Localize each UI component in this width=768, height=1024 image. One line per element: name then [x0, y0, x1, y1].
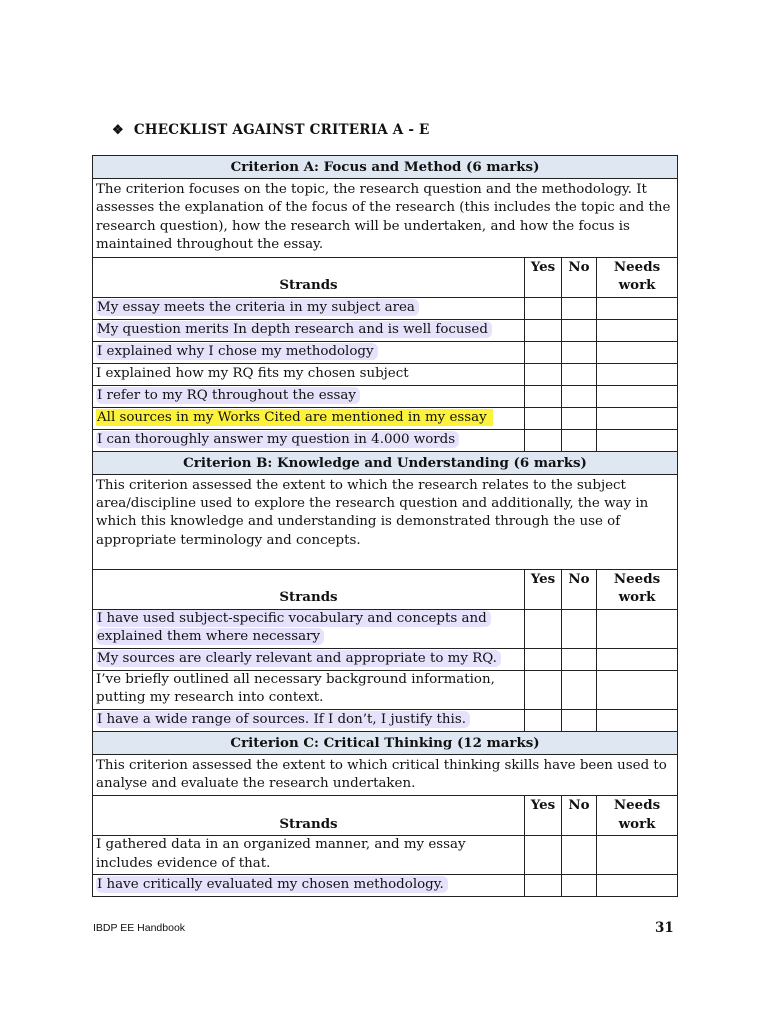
strand-text: I have a wide range of sources. If I don’t, I justify this. — [96, 711, 470, 728]
no-checkbox-cell[interactable] — [562, 341, 597, 363]
strand-text: I gathered data in an organized manner, and my essay includes evidence of that. — [96, 837, 466, 871]
strand-text: I have used subject-specific vocabulary and concepts and explained them where necessary — [96, 610, 491, 645]
needs-work-checkbox-cell[interactable] — [597, 709, 678, 731]
yes-checkbox-cell[interactable] — [525, 297, 562, 319]
yes-checkbox-cell[interactable] — [525, 429, 562, 451]
yes-header: Yes — [525, 257, 562, 297]
no-checkbox-cell[interactable] — [562, 670, 597, 709]
strand-text: My sources are clearly relevant and appropriate to my RQ. — [96, 650, 501, 667]
no-checkbox-cell[interactable] — [562, 319, 597, 341]
strand-text: I’ve briefly outlined all necessary background information, putting my research into context. — [96, 671, 495, 706]
needs-work-checkbox-cell[interactable] — [597, 363, 678, 385]
strand-text: I explained how my RQ fits my chosen subject — [96, 365, 409, 381]
needs-work-checkbox-cell[interactable] — [597, 407, 678, 429]
strand-cell — [93, 407, 525, 429]
criterion-a-title: Criterion A: Focus and Method (6 marks) — [93, 156, 678, 179]
yes-checkbox-cell[interactable] — [525, 385, 562, 407]
criterion-a-description: The criterion focuses on the topic, the research question and the methodology. It assesses the explanation of the focus of the research (this includes the topic and the research question), how the research will be undertaken, and how the focus is maintained throughout the essay. — [93, 179, 678, 258]
page-number: 31 — [655, 920, 674, 936]
strand-cell — [93, 609, 525, 648]
strand-cell — [93, 875, 525, 897]
needs-work-header: Needs work — [597, 796, 678, 836]
yes-checkbox-cell[interactable] — [525, 609, 562, 648]
criterion-b-description: This criterion assessed the extent to which the research relates to the subject area/discipline used to explore the research question and additionally, the way in which this knowledge and understanding is demonstrated through the use of appropriate terminology and concepts. — [93, 474, 678, 569]
strands-header: Strands — [93, 796, 525, 836]
no-checkbox-cell[interactable] — [562, 709, 597, 731]
no-checkbox-cell[interactable] — [562, 836, 597, 875]
yes-header: Yes — [525, 796, 562, 836]
strand-cell — [93, 429, 525, 451]
checklist-heading — [112, 122, 430, 138]
criterion-b-title: Criterion B: Knowledge and Understanding (6 marks) — [93, 451, 678, 474]
needs-work-header: Needs work — [597, 569, 678, 609]
strand-cell — [93, 385, 525, 407]
yes-checkbox-cell[interactable] — [525, 648, 562, 670]
needs-work-checkbox-cell[interactable] — [597, 429, 678, 451]
no-header: No — [562, 569, 597, 609]
needs-work-checkbox-cell[interactable] — [597, 385, 678, 407]
strand-text: I refer to my RQ throughout the essay — [96, 387, 360, 404]
needs-work-checkbox-cell[interactable] — [597, 319, 678, 341]
needs-work-checkbox-cell[interactable] — [597, 297, 678, 319]
no-checkbox-cell[interactable] — [562, 648, 597, 670]
yes-checkbox-cell[interactable] — [525, 875, 562, 897]
needs-work-checkbox-cell[interactable] — [597, 836, 678, 875]
needs-work-checkbox-cell[interactable] — [597, 609, 678, 648]
no-checkbox-cell[interactable] — [562, 363, 597, 385]
criteria-checklist-table — [92, 155, 678, 897]
needs-work-checkbox-cell[interactable] — [597, 648, 678, 670]
no-header: No — [562, 796, 597, 836]
strands-header: Strands — [93, 569, 525, 609]
needs-work-header: Needs work — [597, 257, 678, 297]
strand-text: I can thoroughly answer my question in 4.000 words — [96, 431, 459, 448]
yes-checkbox-cell[interactable] — [525, 670, 562, 709]
yes-checkbox-cell[interactable] — [525, 709, 562, 731]
no-checkbox-cell[interactable] — [562, 385, 597, 407]
strand-cell — [93, 648, 525, 670]
no-checkbox-cell[interactable] — [562, 407, 597, 429]
no-checkbox-cell[interactable] — [562, 429, 597, 451]
criterion-c-description: This criterion assessed the extent to which critical thinking skills have been used to analyse and evaluate the research undertaken. — [93, 754, 678, 796]
strand-cell — [93, 363, 525, 385]
strand-cell — [93, 709, 525, 731]
no-header: No — [562, 257, 597, 297]
strand-text: I explained why I chose my methodology — [96, 343, 378, 360]
strand-cell — [93, 319, 525, 341]
needs-work-checkbox-cell[interactable] — [597, 341, 678, 363]
strand-text: My question merits In depth research and is well focused — [96, 321, 492, 338]
yes-checkbox-cell[interactable] — [525, 836, 562, 875]
no-checkbox-cell[interactable] — [562, 875, 597, 897]
strand-text: I have critically evaluated my chosen methodology. — [96, 876, 448, 893]
strands-header: Strands — [93, 257, 525, 297]
strand-cell — [93, 297, 525, 319]
diamond-bullet-icon: ❖ — [112, 122, 124, 138]
needs-work-checkbox-cell[interactable] — [597, 670, 678, 709]
yes-checkbox-cell[interactable] — [525, 319, 562, 341]
criterion-c-title: Criterion C: Critical Thinking (12 marks) — [93, 731, 678, 754]
strand-text: My essay meets the criteria in my subject area — [96, 299, 419, 316]
strand-cell — [93, 836, 525, 875]
yes-checkbox-cell[interactable] — [525, 363, 562, 385]
yes-checkbox-cell[interactable] — [525, 341, 562, 363]
footer-handbook-label: IBDP EE Handbook — [93, 922, 186, 934]
no-checkbox-cell[interactable] — [562, 297, 597, 319]
strand-cell — [93, 341, 525, 363]
checklist-title: CHECKLIST AGAINST CRITERIA A - E — [133, 122, 430, 138]
yes-checkbox-cell[interactable] — [525, 407, 562, 429]
needs-work-checkbox-cell[interactable] — [597, 875, 678, 897]
strand-text: All sources in my Works Cited are mentioned in my essay — [96, 409, 493, 426]
strand-cell — [93, 670, 525, 709]
yes-header: Yes — [525, 569, 562, 609]
no-checkbox-cell[interactable] — [562, 609, 597, 648]
